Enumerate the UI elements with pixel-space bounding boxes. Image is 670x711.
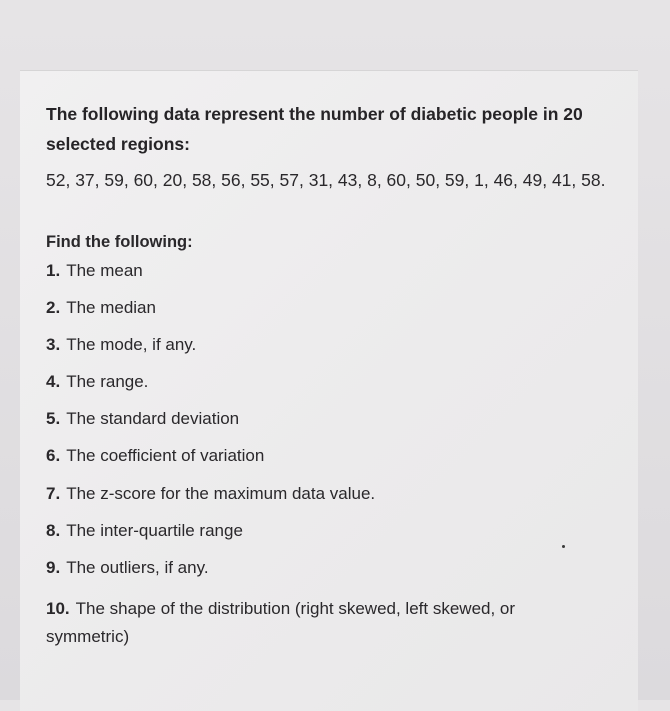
- question-text: The coefficient of variation: [66, 446, 265, 465]
- question-text: The outliers, if any.: [66, 558, 209, 577]
- question-text: The inter-quartile range: [66, 521, 243, 540]
- question-item: [46, 333, 606, 357]
- question-text: The median: [66, 298, 156, 317]
- question-number: 5.: [46, 409, 61, 428]
- question-number: 2.: [46, 298, 61, 317]
- question-text: The standard deviation: [66, 409, 240, 428]
- question-item: [46, 482, 606, 506]
- question-item: [46, 595, 566, 651]
- question-text: The shape of the distribution (right skewed, left skewed, or symmetric): [46, 599, 516, 646]
- question-number: 9.: [46, 558, 61, 577]
- problem-intro: The following data represent the number of diabetic people in 20 selected regions:: [46, 104, 583, 154]
- speck-dot: [562, 545, 565, 548]
- question-item: [46, 556, 606, 580]
- question-item: [46, 370, 606, 394]
- question-number: 7.: [46, 484, 61, 503]
- question-item: [46, 444, 606, 468]
- question-text: The mode, if any.: [66, 335, 197, 354]
- question-number: 4.: [46, 372, 61, 391]
- question-text: The z-score for the maximum data value.: [66, 484, 376, 503]
- data-values: 52, 37, 59, 60, 20, 58, 56, 55, 57, 31, 43, 8, 60, 50, 59, 1, 46, 49, 41, 58.: [46, 170, 606, 190]
- question-number: 10.: [46, 599, 70, 618]
- question-item: [46, 519, 606, 543]
- find-label: Find the following:: [46, 233, 193, 251]
- question-text: The range.: [66, 372, 149, 391]
- question-number: 1.: [46, 261, 61, 280]
- question-number: 3.: [46, 335, 61, 354]
- question-item: [46, 296, 606, 320]
- question-text: The mean: [66, 261, 143, 280]
- question-number: 6.: [46, 446, 61, 465]
- question-card: [20, 70, 638, 711]
- question-number: 8.: [46, 521, 61, 540]
- question-item: [46, 407, 606, 431]
- question-item: [46, 259, 606, 283]
